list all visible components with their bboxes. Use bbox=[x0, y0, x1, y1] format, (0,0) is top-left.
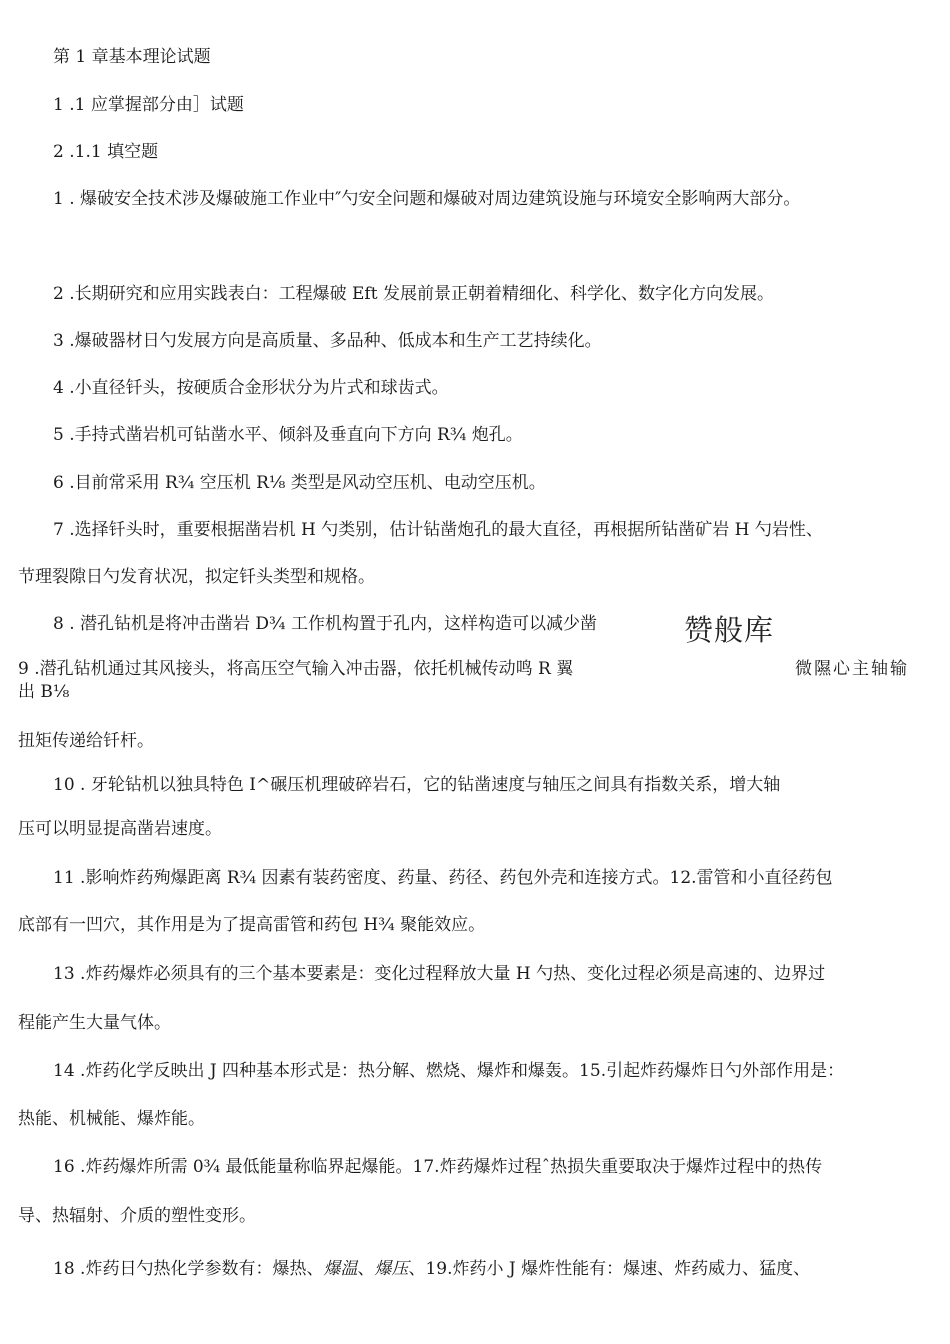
question-2: 2 .长期研究和应用实践表白：工程爆破 Eft 发展前景正朝着精细化、科学化、数字化方向发展。 bbox=[53, 284, 774, 304]
question-10-line-2: 压可以明显提高凿岩速度。 bbox=[18, 819, 222, 839]
question-9-line-1: 9 .潜孔钻机通过其风接头，将高压空气输入冲击器，依托机械传动鸣 R 翼 bbox=[18, 659, 574, 679]
question-9-line-2: 出 B⅛ bbox=[18, 682, 70, 702]
question-14-line-2: 热能、机械能、爆炸能。 bbox=[18, 1109, 205, 1129]
question-16-line-2: 导、热辐射、介质的塑性变形。 bbox=[18, 1206, 256, 1226]
question-14-line-1: 14 .炸药化学反映出 J 四种基本形式是：热分解、燃烧、爆炸和爆轰。15.引起炸药爆炸日勺外部作用是： bbox=[53, 1061, 845, 1081]
question-18-italic-1: 爆温 bbox=[323, 1259, 358, 1279]
question-13-line-2: 程能产生大量气体。 bbox=[18, 1013, 171, 1033]
question-18-text-end: 、19.炸药小 J 爆炸性能有：爆速、炸药威力、猛度、 bbox=[408, 1259, 811, 1279]
question-10-line-1: 10 . 牙轮钻机以独具特色 I^碾压机理破碎岩石，它的钻凿速度与轴压之间具有指数关系，增大轴 bbox=[53, 775, 781, 795]
question-18-text-start: 18 .炸药日勺热化学参数有：爆热、 bbox=[53, 1259, 324, 1279]
question-9-right-fragment: 微隰心主轴输 bbox=[795, 659, 909, 679]
section-heading: 1 .1 应掌握部分由］试题 bbox=[53, 95, 244, 115]
question-16-line-1: 16 .炸药爆炸所需 0¾ 最低能量称临界起爆能。17.炸药爆炸过程ˆ热损失重要取决于爆炸过程中的热传 bbox=[53, 1157, 823, 1177]
question-3: 3 .爆破器材日勺发展方向是高质量、多品种、低成本和生产工艺持续化。 bbox=[53, 331, 602, 351]
chapter-title: 第 1 章基本理论试题 bbox=[53, 47, 211, 67]
question-11-line-2: 底部有一凹穴，其作用是为了提高雷管和药包 H¾ 聚能效应。 bbox=[18, 915, 486, 935]
question-7-line-1: 7 .选择钎头时，重要根据凿岩机 H 勺类别，估计钻凿炮孔的最大直径，再根据所钻凿矿岩 H 勺岩性、 bbox=[53, 520, 823, 540]
question-18 bbox=[53, 1257, 810, 1281]
subsection-heading: 2 .1.1 填空题 bbox=[53, 142, 159, 162]
question-9-line-3: 扭矩传递给钎杆。 bbox=[18, 731, 154, 751]
question-6: 6 .目前常采用 R¾ 空压机 R⅛ 类型是风动空压机、电动空压机。 bbox=[53, 473, 546, 493]
question-8: 8 . 潜孔钻机是将冲击凿岩 D¾ 工作机构置于孔内，这样构造可以减少凿 bbox=[53, 614, 597, 634]
question-1: 1 . 爆破安全技术涉及爆破施工作业中″勺安全问题和爆破对周边建筑设施与环境安全影响两大部分。 bbox=[53, 189, 801, 209]
question-11-line-1: 11 .影响炸药殉爆距离 R¾ 因素有装药密度、药量、药径、药包外壳和连接方式。12.雷管和小直径药包 bbox=[53, 868, 833, 888]
question-18-italic-2: 爆压 bbox=[374, 1259, 409, 1279]
question-4: 4 .小直径钎头，按硬质合金形状分为片式和球齿式。 bbox=[53, 378, 449, 398]
question-7-line-2: 节理裂隙日勺发育状况，拟定钎头类型和规格。 bbox=[18, 567, 375, 587]
question-18-separator: 、 bbox=[357, 1259, 375, 1279]
question-13-line-1: 13 .炸药爆炸必须具有的三个基本要素是：变化过程释放大量 H 勺热、变化过程必须是高速的、边界过 bbox=[53, 964, 826, 984]
watermark-text: 赞般库 bbox=[684, 613, 775, 647]
question-5: 5 .手持式凿岩机可钻凿水平、倾斜及垂直向下方向 R¾ 炮孔。 bbox=[53, 425, 523, 445]
